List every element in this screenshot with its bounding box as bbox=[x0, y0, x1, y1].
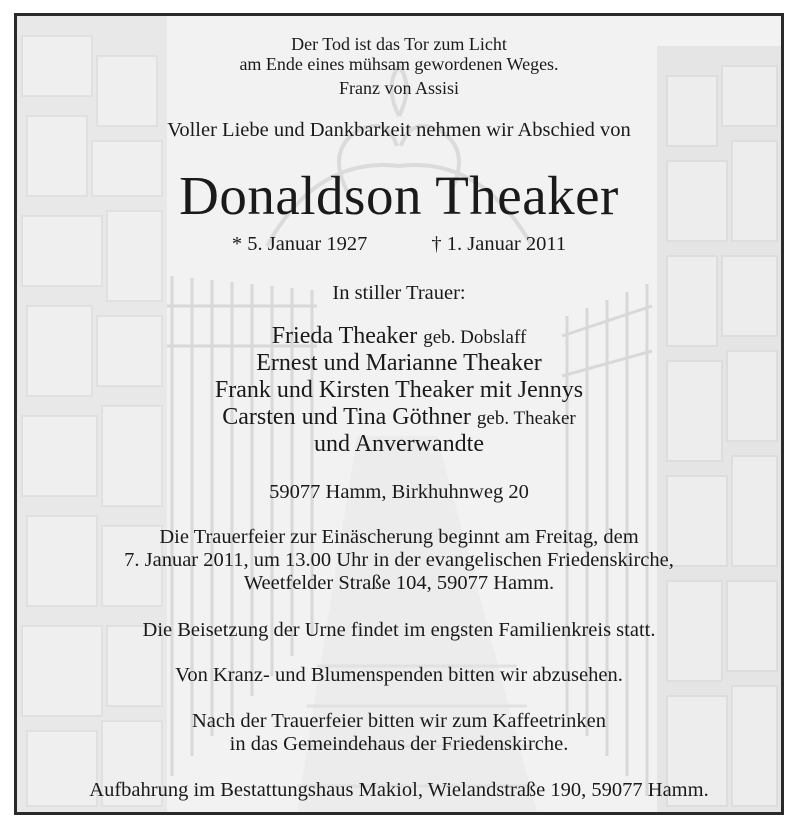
ceremony-line-2: 7. Januar 2011, um 13.00 Uhr in der evangelischen Friedenskirche, bbox=[124, 549, 674, 571]
family-member: Ernest und Marianne Theaker bbox=[256, 350, 542, 376]
birth-date: * 5. Januar 1927 bbox=[231, 233, 368, 255]
intro-text: Voller Liebe und Dankbarkeit nehmen wir Abschied von bbox=[167, 119, 631, 141]
family-member: Frieda Theaker geb. Dobslaff bbox=[271, 323, 527, 349]
family-member: Frank und Kirsten Theaker mit Jennys bbox=[214, 377, 584, 403]
death-date: † 1. Januar 2011 bbox=[431, 233, 567, 255]
motto-line-2: am Ende eines mühsam gewordenen Weges. bbox=[239, 54, 559, 74]
burial-text: Die Beisetzung der Urne findet im engsten Familienkreis statt. bbox=[142, 619, 656, 641]
motto-line-1: Der Tod ist das Tor zum Licht bbox=[291, 34, 507, 54]
viewing-text: Aufbahrung im Bestattungshaus Makiol, Wielandstraße 190, 59077 Hamm. bbox=[89, 779, 709, 801]
ceremony-line-1: Die Trauerfeier zur Einäscherung beginnt am Freitag, dem bbox=[159, 526, 639, 548]
flowers-text: Von Kranz- und Blumenspenden bitten wir abzusehen. bbox=[175, 664, 623, 686]
mourning-heading: In stiller Trauer: bbox=[332, 282, 466, 304]
family-address: 59077 Hamm, Birkhuhnweg 20 bbox=[269, 481, 529, 503]
obituary-frame bbox=[14, 13, 784, 815]
life-dates bbox=[17, 233, 781, 256]
ceremony-line-3: Weetfelder Straße 104, 59077 Hamm. bbox=[243, 572, 555, 594]
family-member: und Anverwandte bbox=[314, 431, 484, 457]
obituary-text bbox=[17, 16, 781, 812]
coffee-line-1: Nach der Trauerfeier bitten wir zum Kaffeetrinken bbox=[191, 710, 606, 732]
coffee-line-2: in das Gemeindehaus der Friedenskirche. bbox=[229, 733, 569, 755]
deceased-name: Donaldson Theaker bbox=[179, 165, 619, 226]
motto-author: Franz von Assisi bbox=[338, 78, 459, 98]
family-member: Carsten und Tina Göthner geb. Theaker bbox=[222, 404, 576, 430]
